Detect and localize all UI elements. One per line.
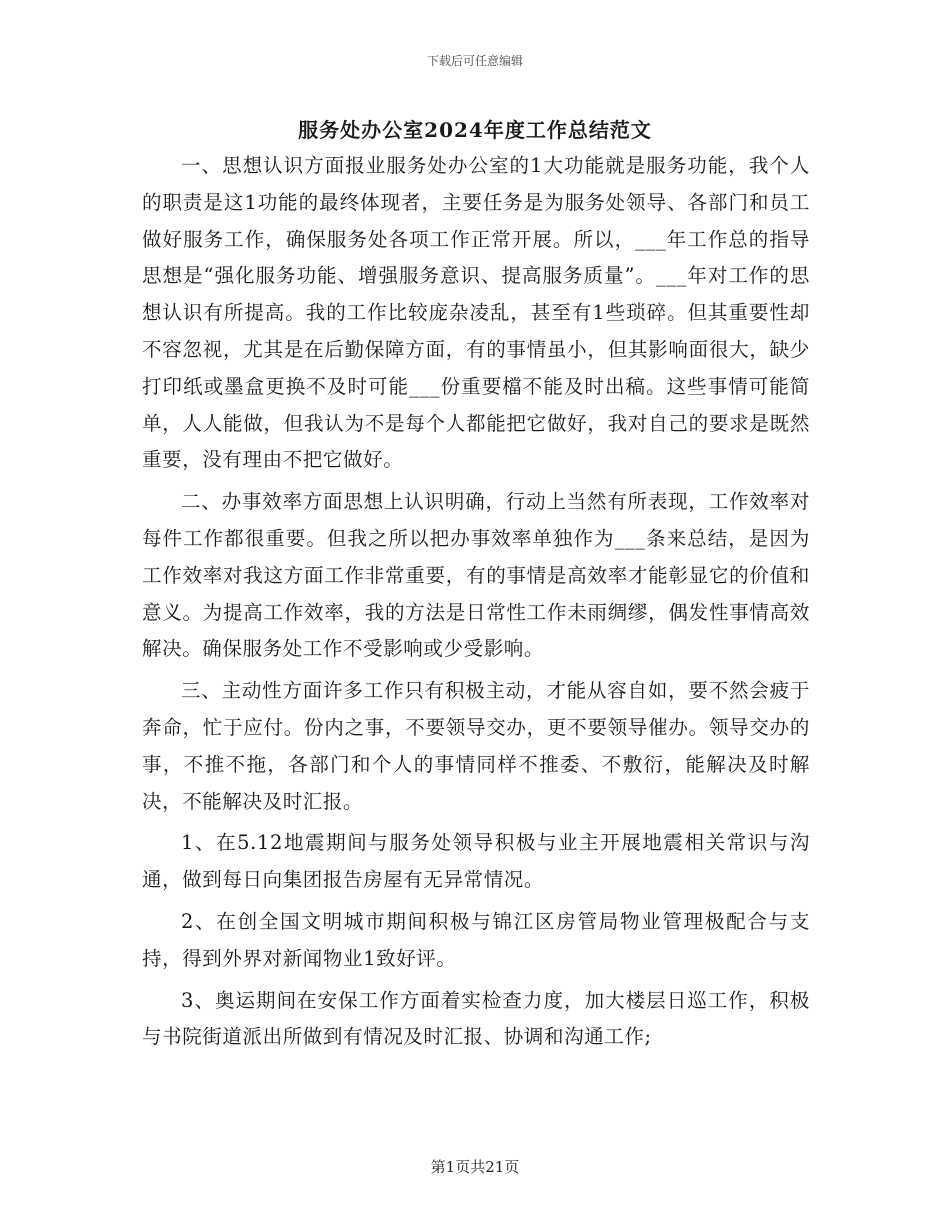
paragraph-initiative: 三、主动性方面许多工作只有积极主动，才能从容自如，要不然会疲于奔命，忙于应付。份内之事，不要领导交办，更不要领导催办。领导交办的事，不推不拖，各部门和个人的事情同样不推委、不敷衍，能解决及时解决，不能解决及时汇报。 [142, 679, 810, 813]
paragraph-ideological: 一、思想认识方面报业服务处办公室的1大功能就是服务功能，我个人的职责是这1功能的最终体现者，主要任务是为服务处领导、各部门和员工做好服务工作，确保服务处各项工作正常开展。所以，___年工作总的指导思想是“强化服务功能、增强服务意识、提高服务质量”。___年对工作的思想认识有所提高。我的工作比较庞杂凌乱，甚至有1些琐碎。但其重要性却不容忽视，尤其是在后勤保障方面，有的事情虽小，但其影响面很大，缺少打印纸或墨盒更换不及时可能___份重要檔不能及时出稿。这些事情可能简单，人人能做，但我认为不是每个人都能把它做好，我对自己的要求是既然重要，没有理由不把它做好。 [142, 154, 810, 472]
paragraph-efficiency: 二、办事效率方面思想上认识明确，行动上当然有所表现，工作效率对每件工作都很重要。但我之所以把办事效率单独作为___条来总结，是因为工作效率对我这方面工作非常重要，有的事情是高效率才能彰显它的价值和意义。为提高工作效率，我的方法是日常性工作未雨绸缪，偶发性事情高效解决。确保服务处工作不受影响或少受影响。 [142, 490, 810, 661]
document-title: 服务处办公室2024年度工作总结范文 [298, 118, 652, 142]
page-number: 第1页共21页 [430, 1158, 520, 1176]
document-body [142, 148, 810, 1061]
page-header-note: 下载后可任意编辑 [426, 54, 523, 68]
paragraph-item-2: 2、在创全国文明城市期间积极与锦江区房管局物业管理极配合与支持，得到外界对新闻物业1致好评。 [142, 909, 810, 970]
paragraph-item-3: 3、奥运期间在安保工作方面着实检查力度，加大楼层日巡工作，积极与书院街道派出所做到有情况及时汇报、协调和沟通工作; [142, 988, 810, 1049]
paragraph-item-1: 1、在5.12地震期间与服务处领导积极与业主开展地震相关常识与沟通，做到每日向集团报告房屋有无异常情况。 [142, 831, 810, 892]
